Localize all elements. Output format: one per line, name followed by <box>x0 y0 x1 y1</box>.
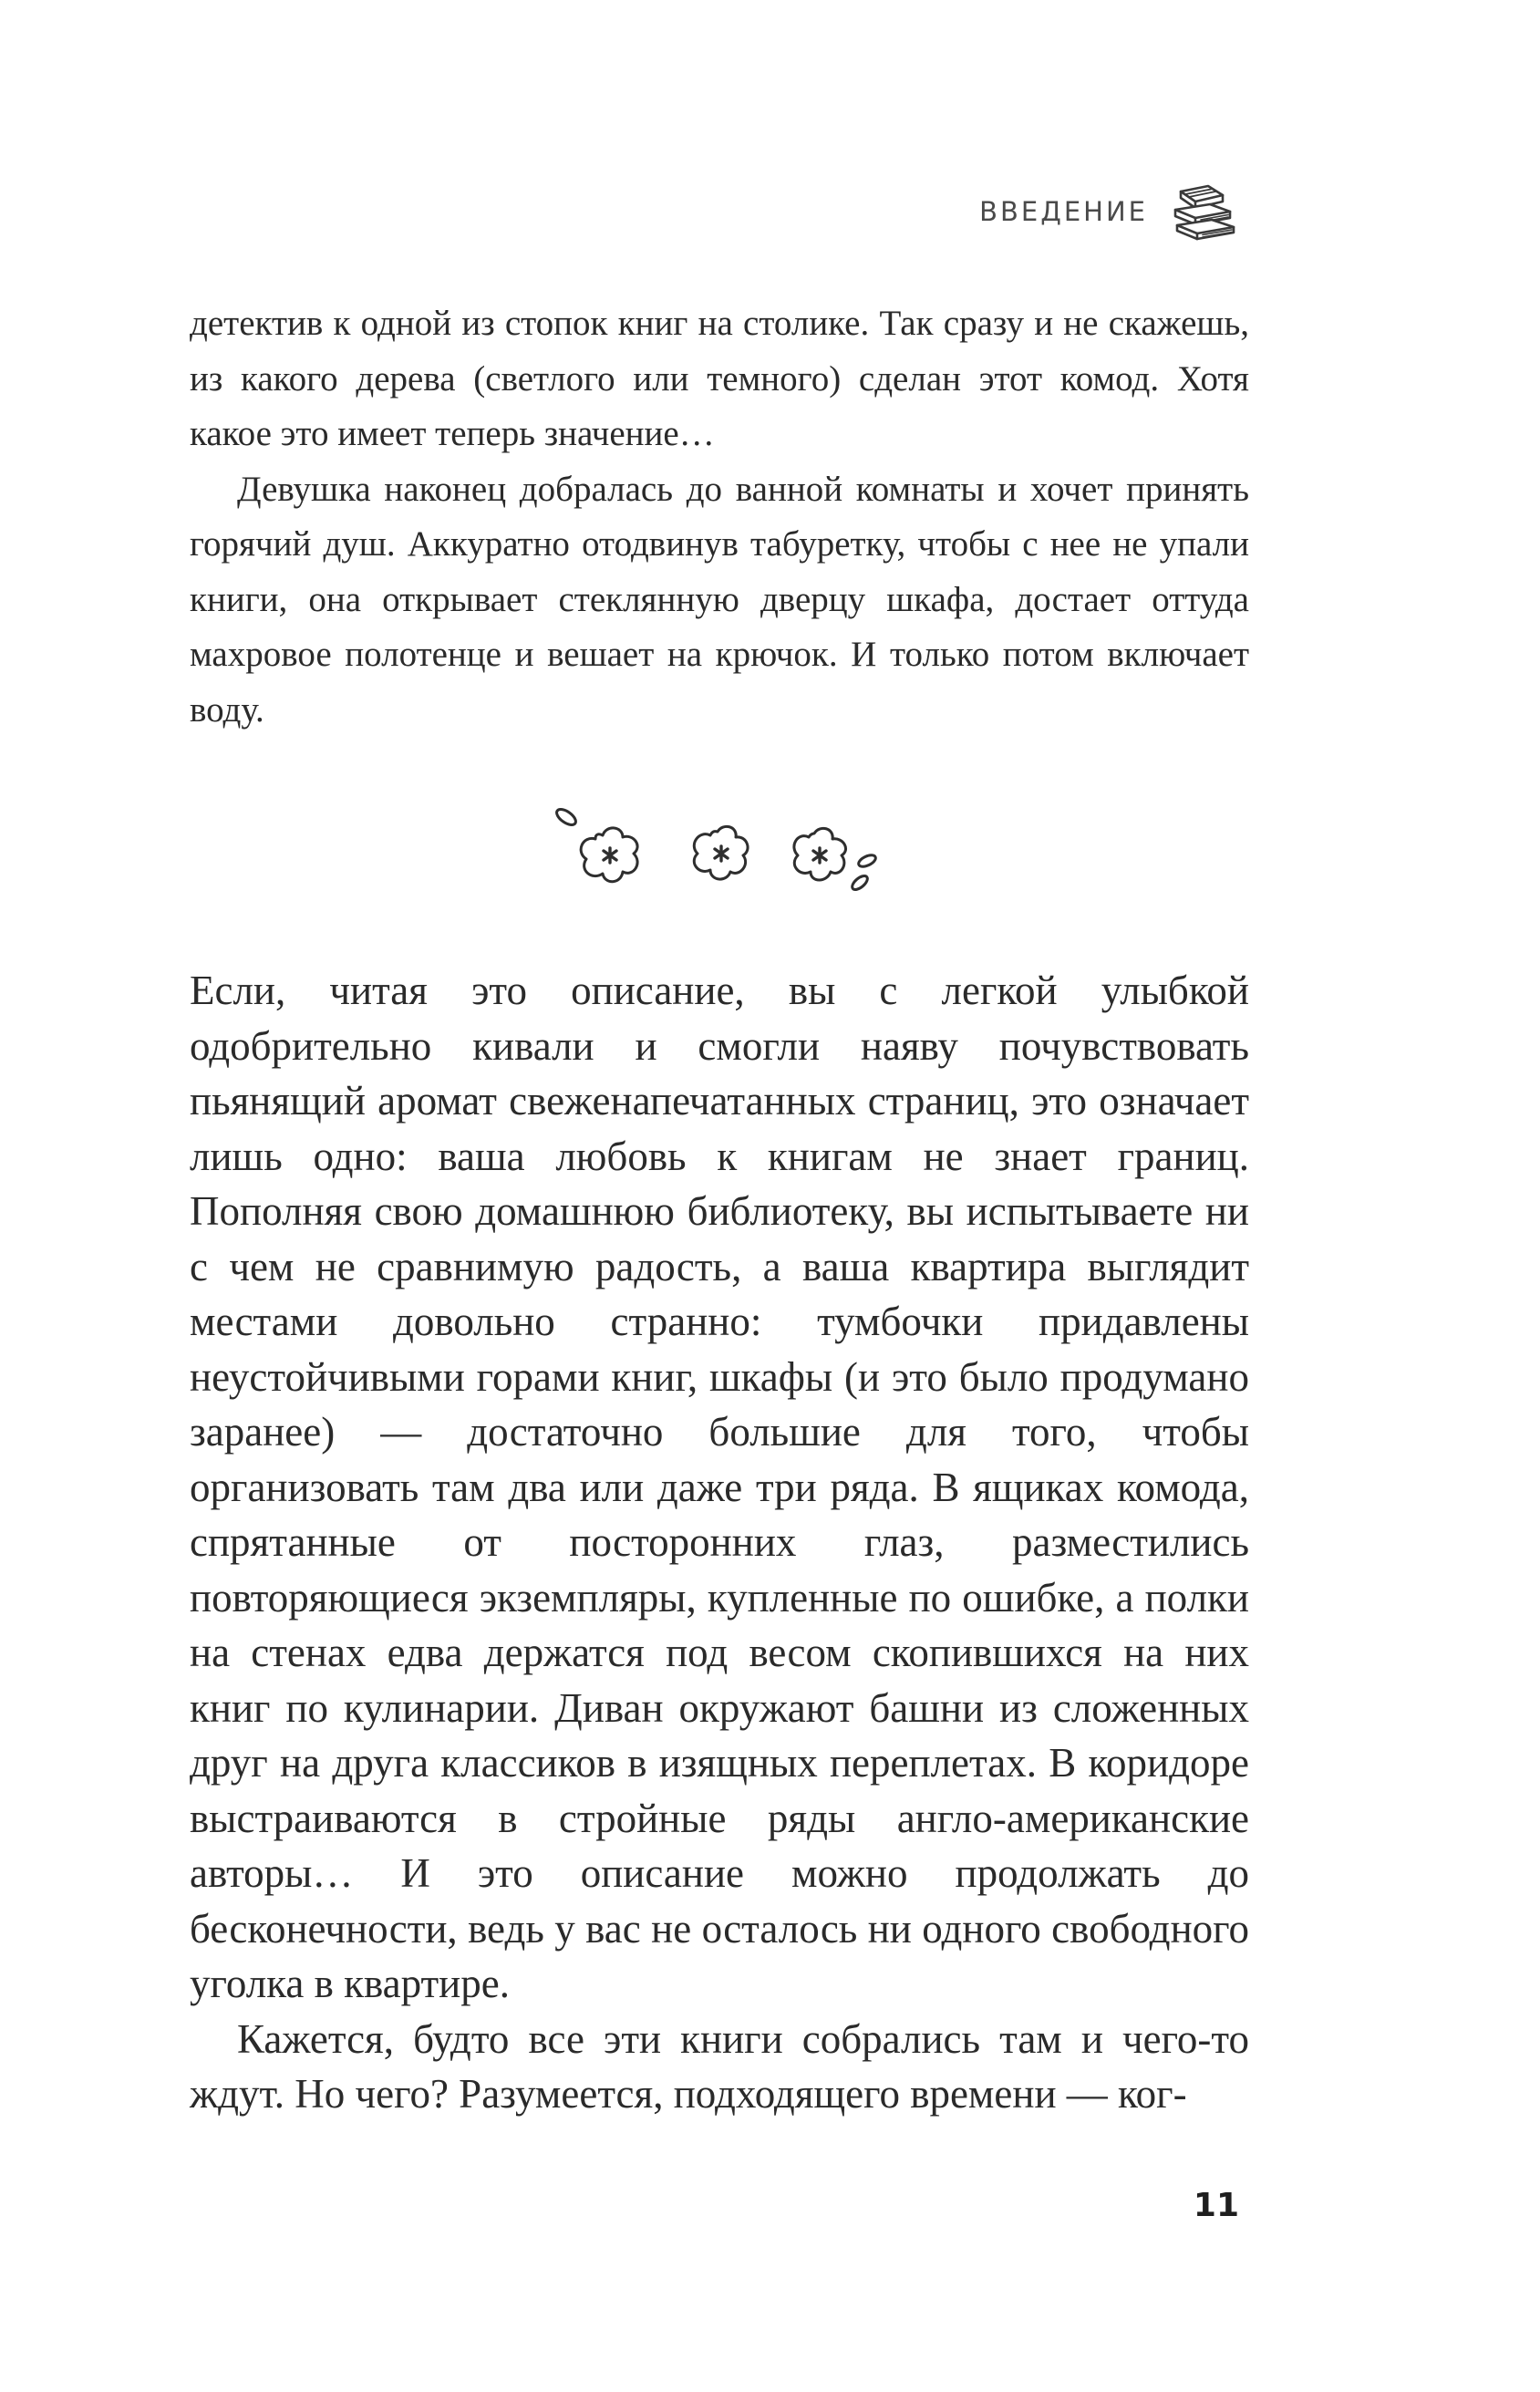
paragraph: Кажется, будто все эти книги собрались там и чего-то ждут. Но чего? Разумеется, подходящего времени — ког- <box>190 2015 1249 2117</box>
section-title: ВВЕДЕНИЕ <box>979 196 1148 227</box>
flowers-divider-icon <box>551 803 897 903</box>
paragraph: Если, читая это описание, вы с легкой улыбкой одобрительно кивали и смогли наяву почувствовать пьянящий аромат свеженапечатанных страниц, это означает лишь одно: ваша любовь к книгам не знает границ. Пополняя свою домашнюю библиотеку, вы испытываете ни с чем не сравнимую радость, а ваша квартира выглядит местами довольно странно: тумбочки придавлены неустойчивыми горами книг, шкафы (и это было продумано заранее) — достаточно большие для того, чтобы организовать там два или даже три ряда. В ящиках комода, спрятанные от посторонних глаз, разместились повторяющиеся экземпляры, купленные по ошибке, а полки на стенах едва держатся под весом скопившихся на них книг по кулинарии. Диван окружают башни из сложенных друг на друга классиков в изящных переплетах. В коридоре выстраиваются в стройные ряды англо-американские авторы… И это описание можно продолжать до бесконечности, ведь у вас не осталось ни одного свободного уголка в квартире. <box>190 968 1249 2006</box>
paragraph: Девушка наконец добралась до ванной комнаты и хочет принять горячий душ. Аккуратно отодвинув табуретку, чтобы с нее не упали книги, она открывает стеклянную дверцу шкафа, достает оттуда махровое полотенце и вешает на крючок. И только потом включает воду. <box>190 469 1249 730</box>
books-stack-icon <box>1168 182 1239 241</box>
page-number: 11 <box>1193 2187 1239 2224</box>
paragraph: детектив к одной из стопок книг на столике. Так сразу и не скажешь, из какого дерева (светлого или темного) сделан этот комод. Хотя какое это имеет теперь значение… <box>190 304 1249 453</box>
top-text-block <box>190 296 1249 738</box>
main-text-block <box>190 963 1249 2122</box>
running-header <box>979 182 1239 241</box>
